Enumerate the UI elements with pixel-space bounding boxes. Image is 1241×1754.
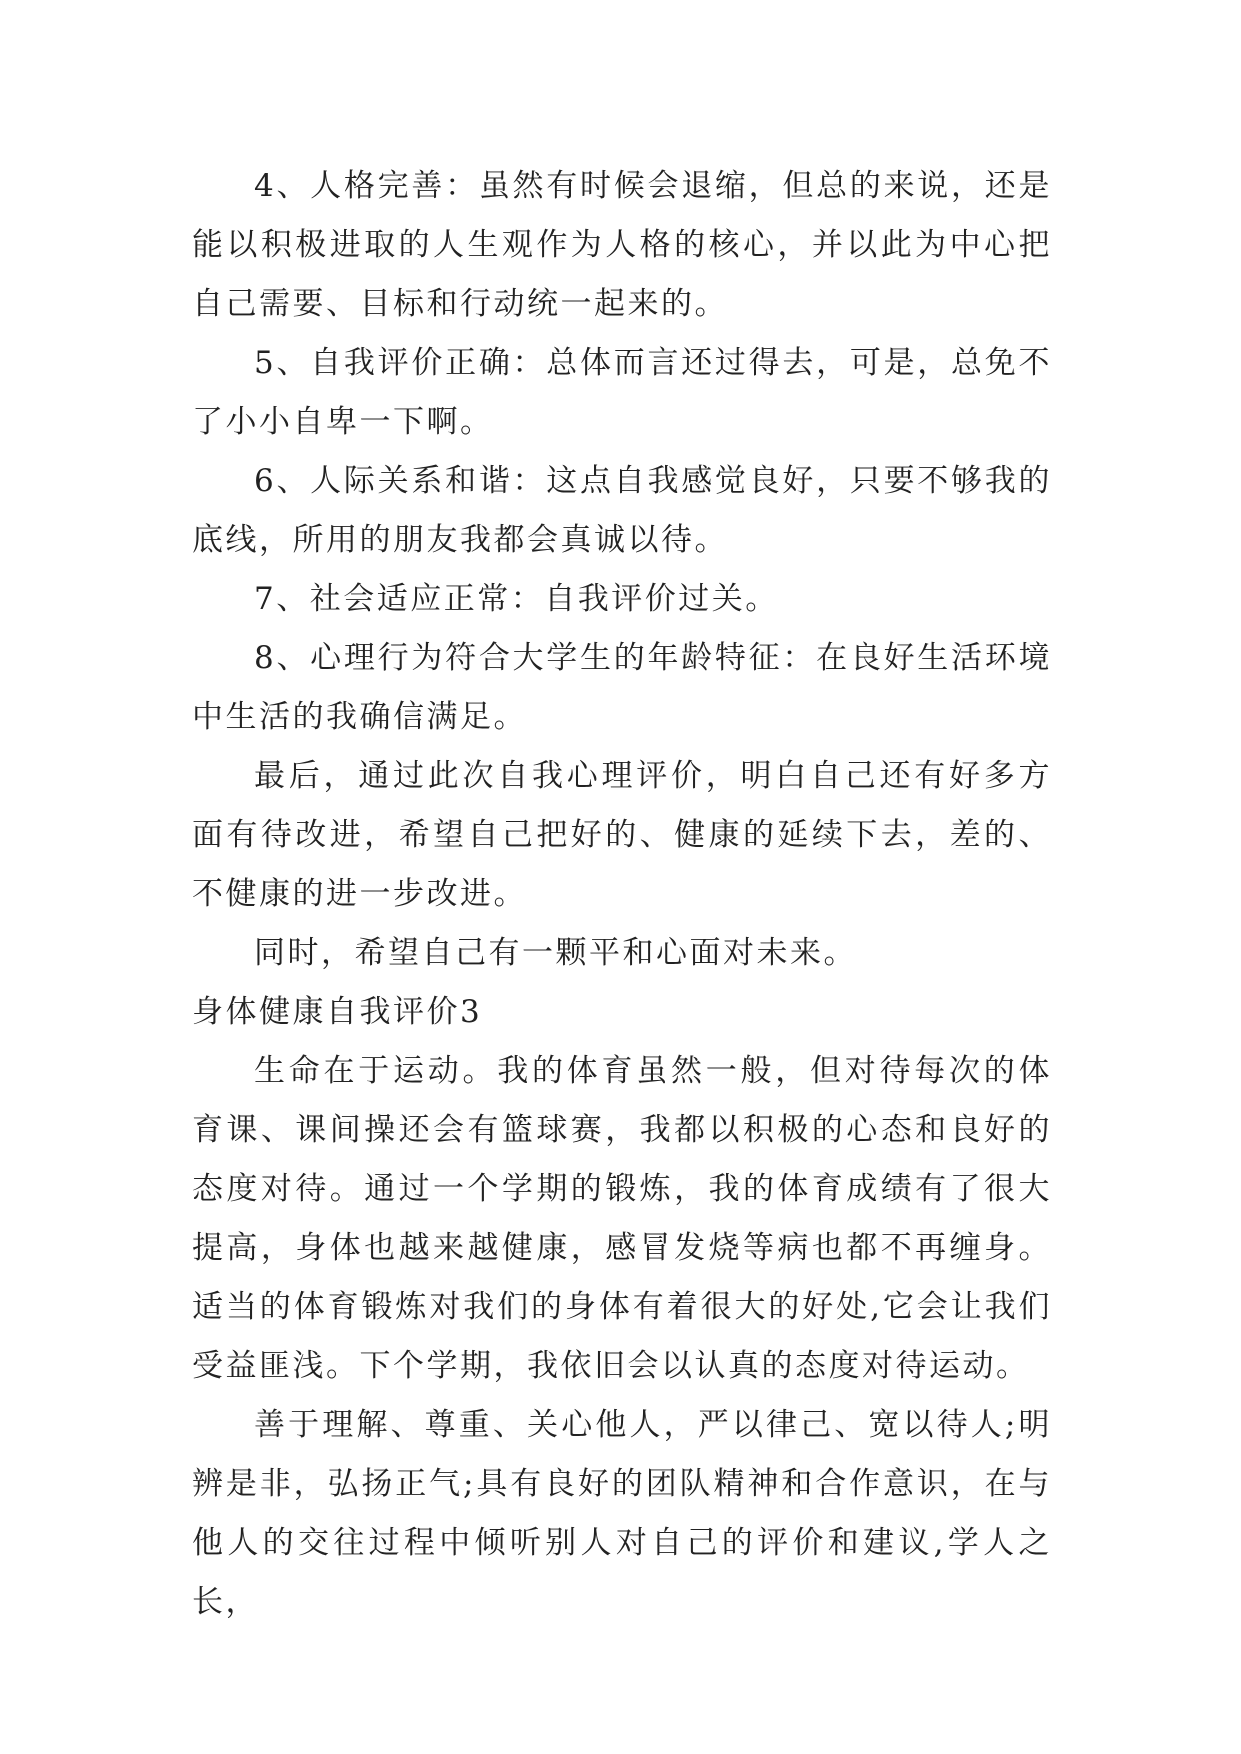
paragraph-item-8: 8、心理行为符合大学生的年龄特征：在良好生活环境中生活的我确信满足。 [192,640,1052,735]
document-body [192,157,1052,1632]
paragraph-conclusion: 最后，通过此次自我心理评价，明白自己还有好多方面有待改进，希望自己把好的、健康的延续下去，差的、不健康的进一步改进。 [192,758,1052,912]
section-heading: 身体健康自我评价3 [192,994,483,1030]
paragraph-item-4: 4、人格完善：虽然有时候会退缩，但总的来说，还是能以积极进取的人生观作为人格的核心，并以此为中心把自己需要、目标和行动统一起来的。 [192,168,1052,322]
paragraph-interpersonal: 善于理解、尊重、关心他人，严以律己、宽以待人;明辨是非，弘扬正气;具有良好的团队精神和合作意识，在与他人的交往过程中倾听别人对自己的评价和建议,学人之长， [192,1407,1052,1620]
paragraph-item-5: 5、自我评价正确：总体而言还过得去，可是，总免不了小小自卑一下啊。 [192,345,1052,440]
paragraph-closing: 同时，希望自己有一颗平和心面对未来。 [254,935,857,971]
paragraph-item-6: 6、人际关系和谐：这点自我感觉良好，只要不够我的底线，所用的朋友我都会真诚以待。 [192,463,1052,558]
paragraph-exercise: 生命在于运动。我的体育虽然一般，但对待每次的体育课、课间操还会有篮球赛，我都以积极的心态和良好的态度对待。通过一个学期的锻炼，我的体育成绩有了很大提高，身体也越来越健康，感冒发烧等病也都不再缠身。适当的体育锻炼对我们的身体有着很大的好处,它会让我们受益匪浅。下个学期，我依旧会以认真的态度对待运动。 [192,1053,1052,1384]
paragraph-item-7: 7、社会适应正常：自我评价过关。 [254,581,779,617]
